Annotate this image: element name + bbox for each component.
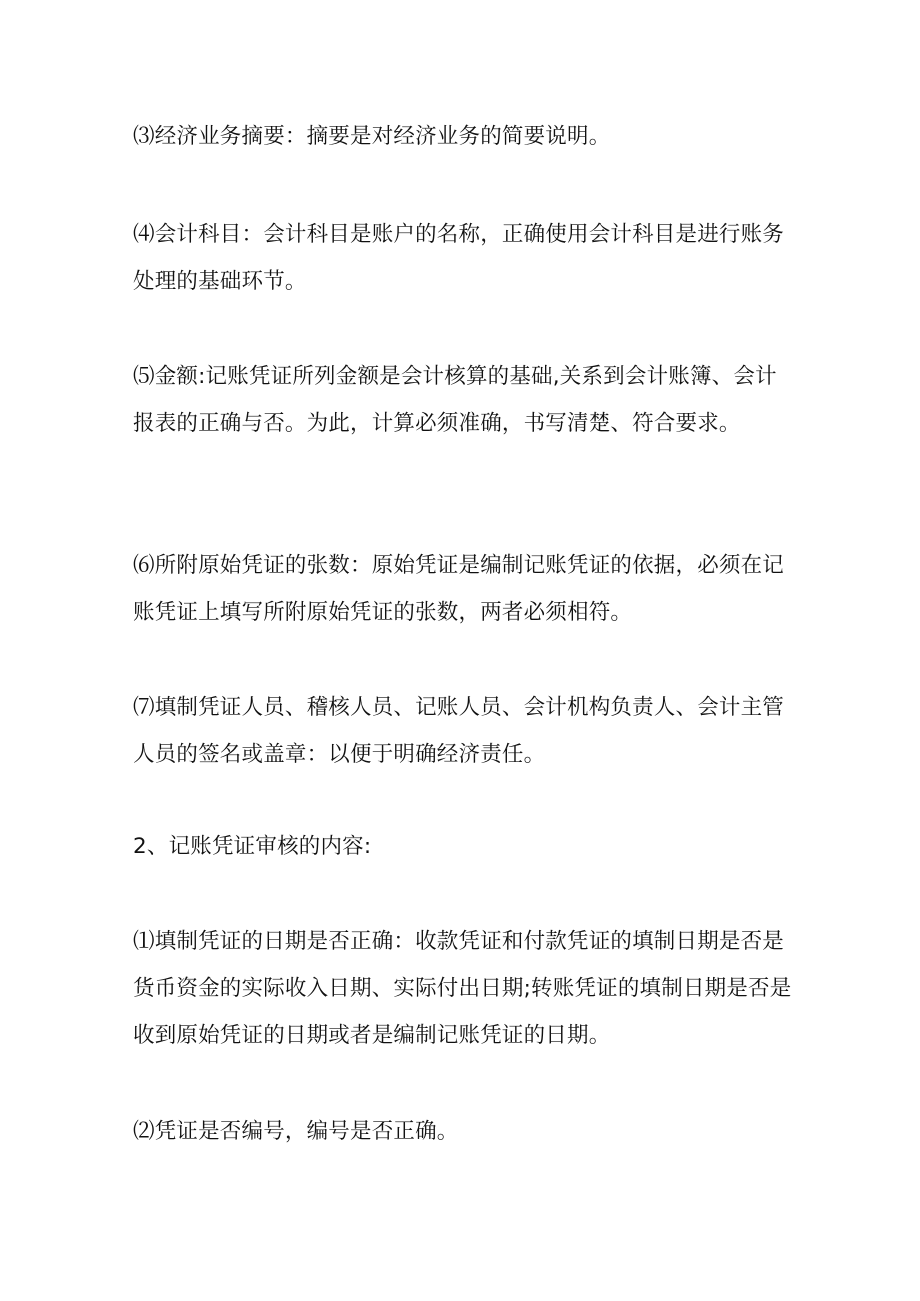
paragraph-review-1-date: ⑴填制凭证的日期是否正确：收款凭证和付款凭证的填制日期是否是货币资金的实际收入日期、实际付出日期;转账凭证的填制日期是否是收到原始凭证的日期或者是编制记账凭证的日期。 (133, 929, 792, 1048)
paragraph-item-6-attachments: ⑹所附原始凭证的张数：原始凭证是编制记账凭证的依据，必须在记账凭证上填写所附原始凭证的张数，两者必须相符。 (133, 553, 785, 625)
paragraph-item-7-signatures: ⑺填制凭证人员、稽核人员、记账人员、会计机构负责人、会计主管人员的签名或盖章：以便于明确经济责任。 (133, 695, 785, 767)
section-heading-voucher-review: 2、记账凭证审核的内容: (133, 834, 372, 859)
paragraph-review-2-numbering: ⑵凭证是否编号，编号是否正确。 (133, 1119, 459, 1144)
paragraph-item-3-summary: ⑶经济业务摘要：摘要是对经济业务的简要说明。 (133, 124, 611, 149)
paragraph-item-5-amount: ⑸金额:记账凭证所列金额是会计核算的基础,关系到会计账簿、会计报表的正确与否。为此，计算必须准确，书写清楚、符合要求。 (133, 364, 777, 436)
paragraph-item-4-account-title: ⑷会计科目：会计科目是账户的名称，正确使用会计科目是进行账务处理的基础环节。 (133, 222, 785, 294)
